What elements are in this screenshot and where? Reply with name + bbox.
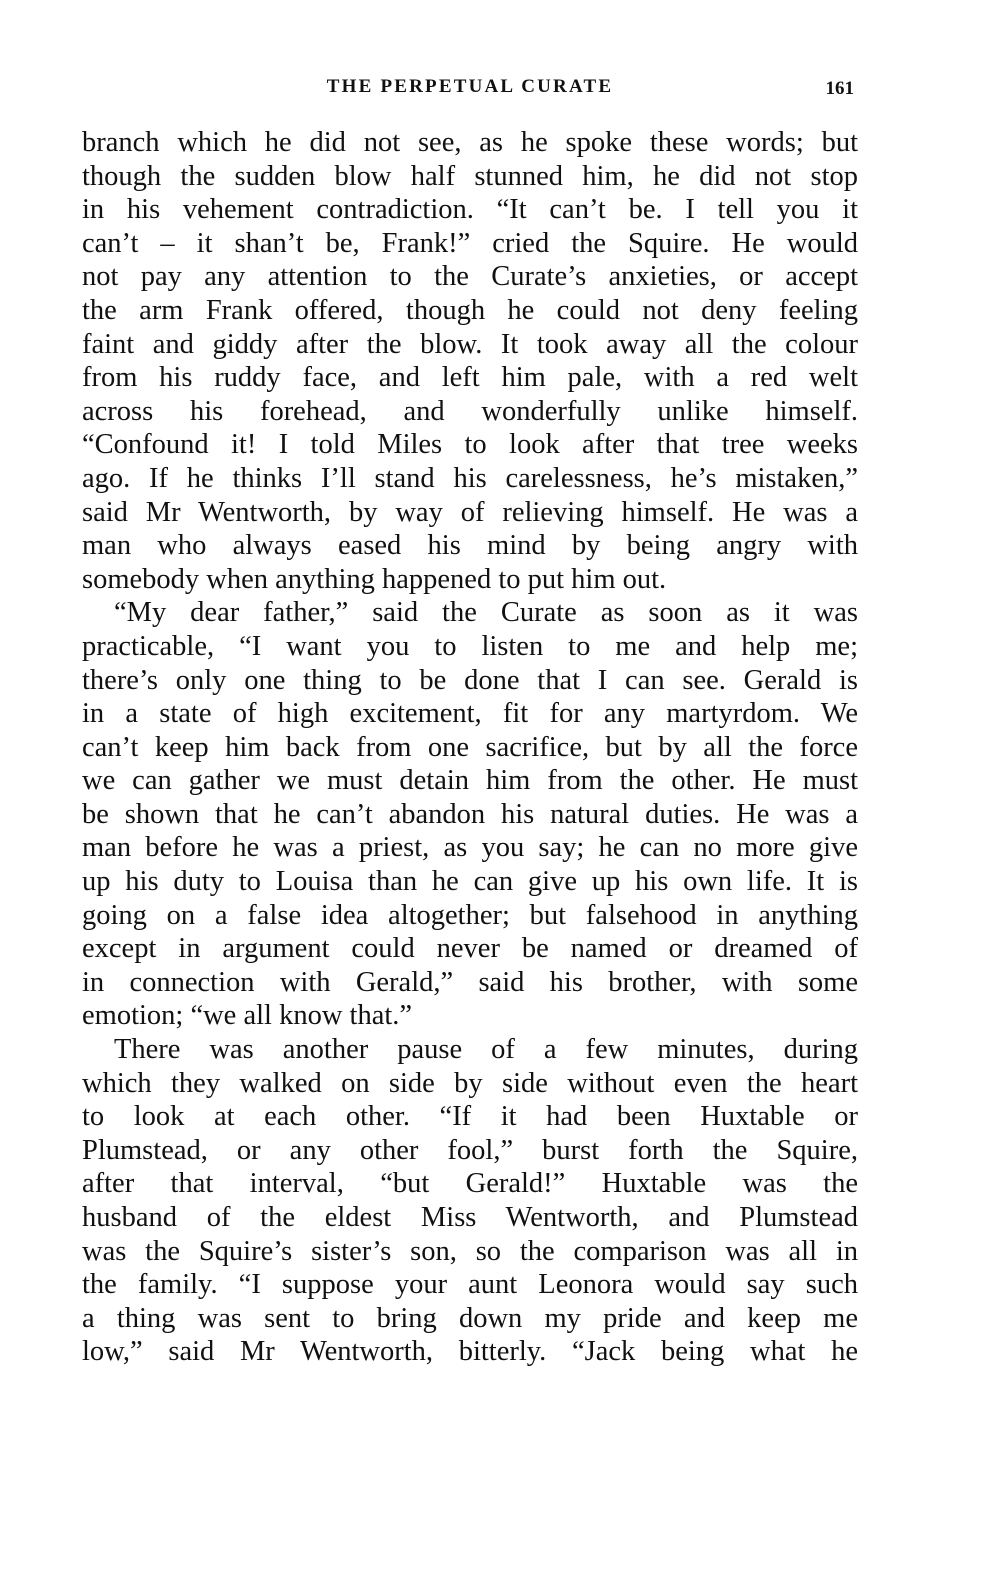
- text-line: practicable, “I want you to listen to me and help me;: [82, 630, 858, 662]
- text-line: though the sudden blow half stunned him, he did not stop: [82, 160, 858, 192]
- text-line: the arm Frank offered, though he could not deny feeling: [82, 294, 858, 326]
- text-line: said Mr Wentworth, by way of relieving himself. He was a: [82, 496, 858, 528]
- text-line: branch which he did not see, as he spoke these words; but: [82, 127, 858, 158]
- text-line: which they walked on side by side without even the heart: [82, 1067, 858, 1099]
- text-line: not pay any attention to the Curate’s anxieties, or accept: [82, 261, 858, 293]
- text-line: “My dear father,” said the Curate as soon as it was: [114, 597, 858, 629]
- text-line: there’s only one thing to be done that I can see. Gerald is: [82, 664, 858, 696]
- text-line: can’t – it shan’t be, Frank!” cried the Squire. He would: [82, 227, 858, 259]
- text-line: man who always eased his mind by being angry with: [82, 530, 858, 562]
- body-text: [82, 126, 858, 1369]
- text-line: the family. “I suppose your aunt Leonora would say such: [82, 1269, 858, 1301]
- text-line: Plumstead, or any other fool,” burst forth the Squire,: [82, 1134, 858, 1166]
- paragraph: [82, 596, 858, 1033]
- text-line: to look at each other. “If it had been Huxtable or: [82, 1101, 858, 1133]
- text-line: except in argument could never be named or dreamed of: [82, 933, 858, 965]
- text-line: There was another pause of a few minutes, during: [114, 1034, 858, 1066]
- text-line: after that interval, “but Gerald!” Huxtable was the: [82, 1168, 858, 1200]
- text-line: ago. If he thinks I’ll stand his carelessness, he’s mistaken,”: [82, 462, 858, 494]
- text-line: man before he was a priest, as you say; he can no more give: [82, 832, 858, 864]
- text-line: can’t keep him back from one sacrifice, but by all the force: [82, 731, 858, 763]
- paragraph: [82, 126, 858, 596]
- text-line: in connection with Gerald,” said his brother, with some: [82, 966, 858, 998]
- running-head: [82, 74, 858, 104]
- paragraph: [82, 1033, 858, 1369]
- text-line: across his forehead, and wonderfully unlike himself.: [82, 395, 858, 427]
- text-line: somebody when anything happened to put him out.: [82, 563, 667, 595]
- text-line: “Confound it! I told Miles to look after that tree weeks: [82, 429, 858, 461]
- text-line: we can gather we must detain him from the other. He must: [82, 765, 858, 797]
- text-line: emotion; “we all know that.”: [82, 1000, 413, 1032]
- text-line: husband of the eldest Miss Wentworth, and Plumstead: [82, 1202, 858, 1233]
- text-line: was the Squire’s sister’s son, so the comparison was all in: [82, 1235, 858, 1267]
- text-line: faint and giddy after the blow. It took away all the colour: [82, 328, 858, 360]
- text-line: be shown that he can’t abandon his natural duties. He was a: [82, 798, 858, 830]
- running-title: THE PERPETUAL CURATE: [326, 76, 614, 97]
- text-line: in his vehement contradiction. “It can’t be. I tell you it: [82, 194, 858, 226]
- page-number: 161: [825, 78, 854, 99]
- text-line: low,” said Mr Wentworth, bitterly. “Jack being what he: [82, 1336, 858, 1368]
- text-line: in a state of high excitement, fit for any martyrdom. We: [82, 698, 858, 730]
- text-line: a thing was sent to bring down my pride and keep me: [82, 1302, 858, 1334]
- text-line: from his ruddy face, and left him pale, with a red welt: [82, 362, 858, 394]
- text-line: going on a false idea altogether; but falsehood in anything: [82, 899, 858, 931]
- text-line: up his duty to Louisa than he can give up his own life. It is: [82, 866, 858, 898]
